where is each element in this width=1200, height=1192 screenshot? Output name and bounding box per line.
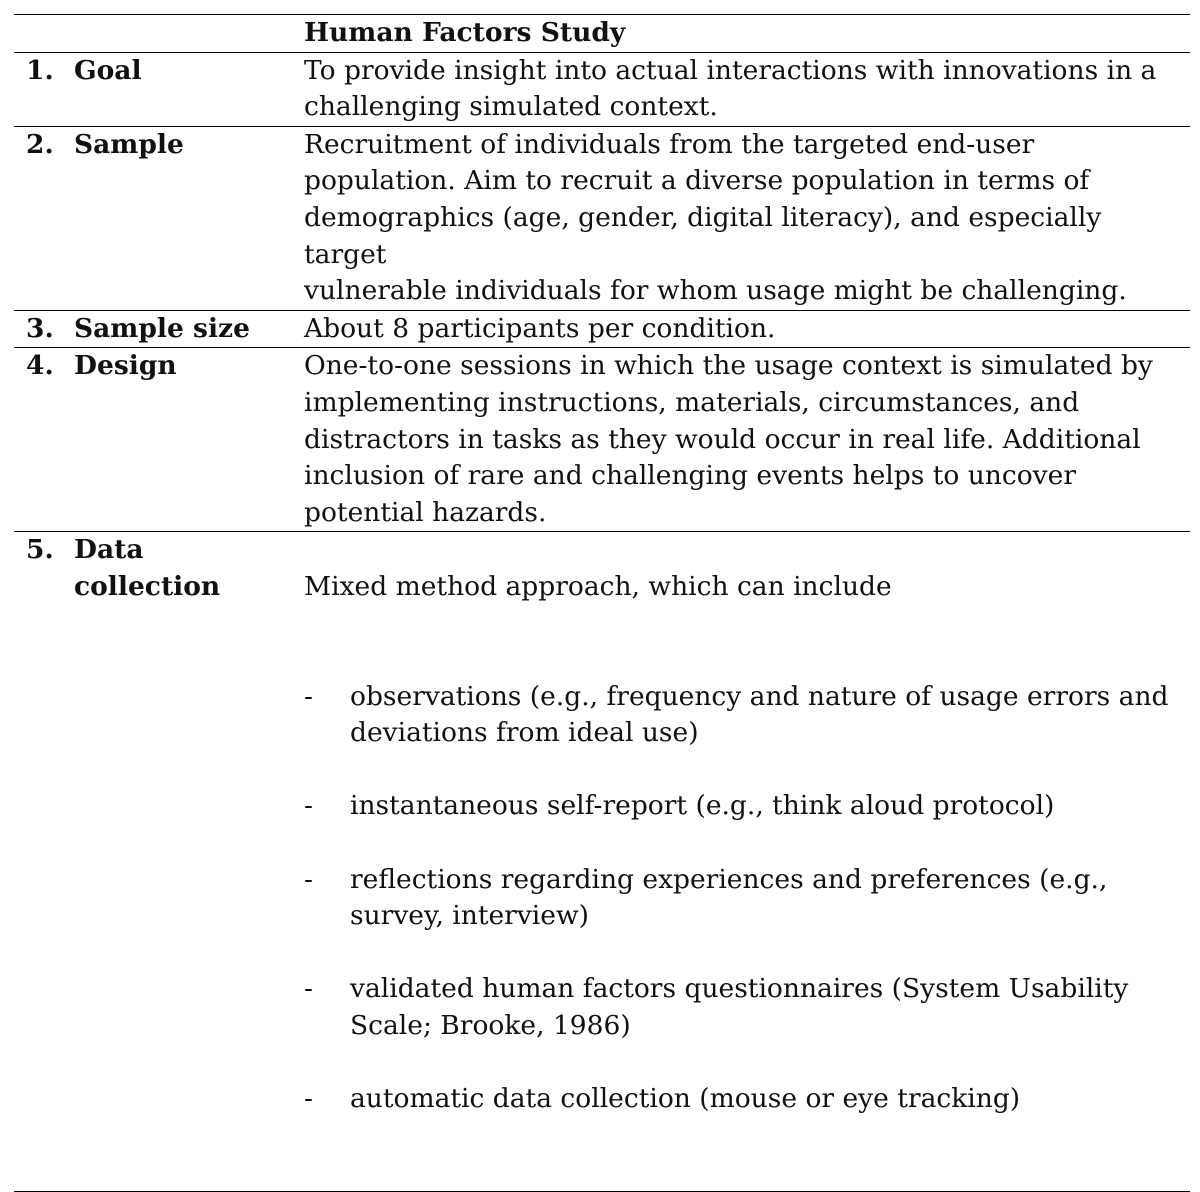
data-collection-intro: Mixed method approach, which can include	[304, 570, 892, 602]
list-item-text: validated human factors questionnaires (System Usability Scale; Brooke, 1986)	[350, 973, 1129, 1042]
list-item-text: instantaneous self-report (e.g., think aloud protocol)	[350, 790, 1055, 822]
row-content	[304, 532, 1190, 1191]
table-title: Human Factors Study	[304, 17, 626, 48]
row-number: 5.	[26, 534, 54, 566]
list-item	[304, 679, 1190, 752]
list-item-text: observations (e.g., frequency and nature of usage errors and deviations from ideal use)	[350, 680, 1169, 749]
header-row	[14, 14, 1190, 52]
row-content: Recruitment of individuals from the targeted end-user population. Aim to recruit a diverse population in terms of demographics (age, gender, digital literacy), and especially target vulnerable individuals for whom usage might be challenging.	[304, 128, 1127, 307]
table-row-goal	[14, 52, 1190, 126]
list-item	[304, 862, 1190, 935]
row-label-cell	[14, 311, 304, 348]
row-label-cell	[14, 532, 304, 1191]
data-collection-list	[304, 642, 1190, 1154]
row-label-cell	[14, 348, 304, 531]
row-content: To provide insight into actual interactions with innovations in a challenging simulated context.	[304, 54, 1157, 123]
list-item-text: automatic data collection (mouse or eye tracking)	[350, 1083, 1021, 1115]
list-item	[304, 1081, 1190, 1118]
row-label-cell	[14, 53, 304, 126]
header-empty-cell	[14, 15, 304, 52]
human-factors-table	[14, 14, 1190, 1192]
row-number: 3.	[26, 312, 54, 344]
row-label: Data collection	[74, 534, 221, 602]
row-number: 4.	[26, 350, 54, 382]
row-content: About 8 participants per condition.	[304, 312, 776, 344]
list-item-text: reflections regarding experiences and preferences (e.g., survey, interview)	[350, 863, 1108, 932]
table-row-design	[14, 347, 1190, 531]
dash-bullet: -	[304, 1083, 313, 1115]
table-row-data-collection	[14, 531, 1190, 1192]
row-label: Sample size	[74, 312, 250, 344]
row-label-cell	[14, 127, 304, 310]
row-label: Design	[74, 350, 177, 382]
row-label: Sample	[74, 128, 184, 160]
row-content: One-to-one sessions in which the usage context is simulated by implementing instructions, materials, circumstances, and distractors in tasks as they would occur in real life. Additional inclusion of rare and challenging events helps to uncover potential hazards.	[304, 350, 1153, 528]
table-row-sample	[14, 126, 1190, 310]
dash-bullet: -	[304, 680, 313, 712]
list-item	[304, 788, 1190, 825]
dash-bullet: -	[304, 973, 313, 1005]
row-number: 2.	[26, 128, 54, 160]
list-item	[304, 971, 1190, 1044]
table-row-sample-size	[14, 310, 1190, 348]
row-label: Goal	[74, 54, 142, 86]
dash-bullet: -	[304, 790, 313, 822]
row-number: 1.	[26, 54, 54, 86]
dash-bullet: -	[304, 863, 313, 895]
